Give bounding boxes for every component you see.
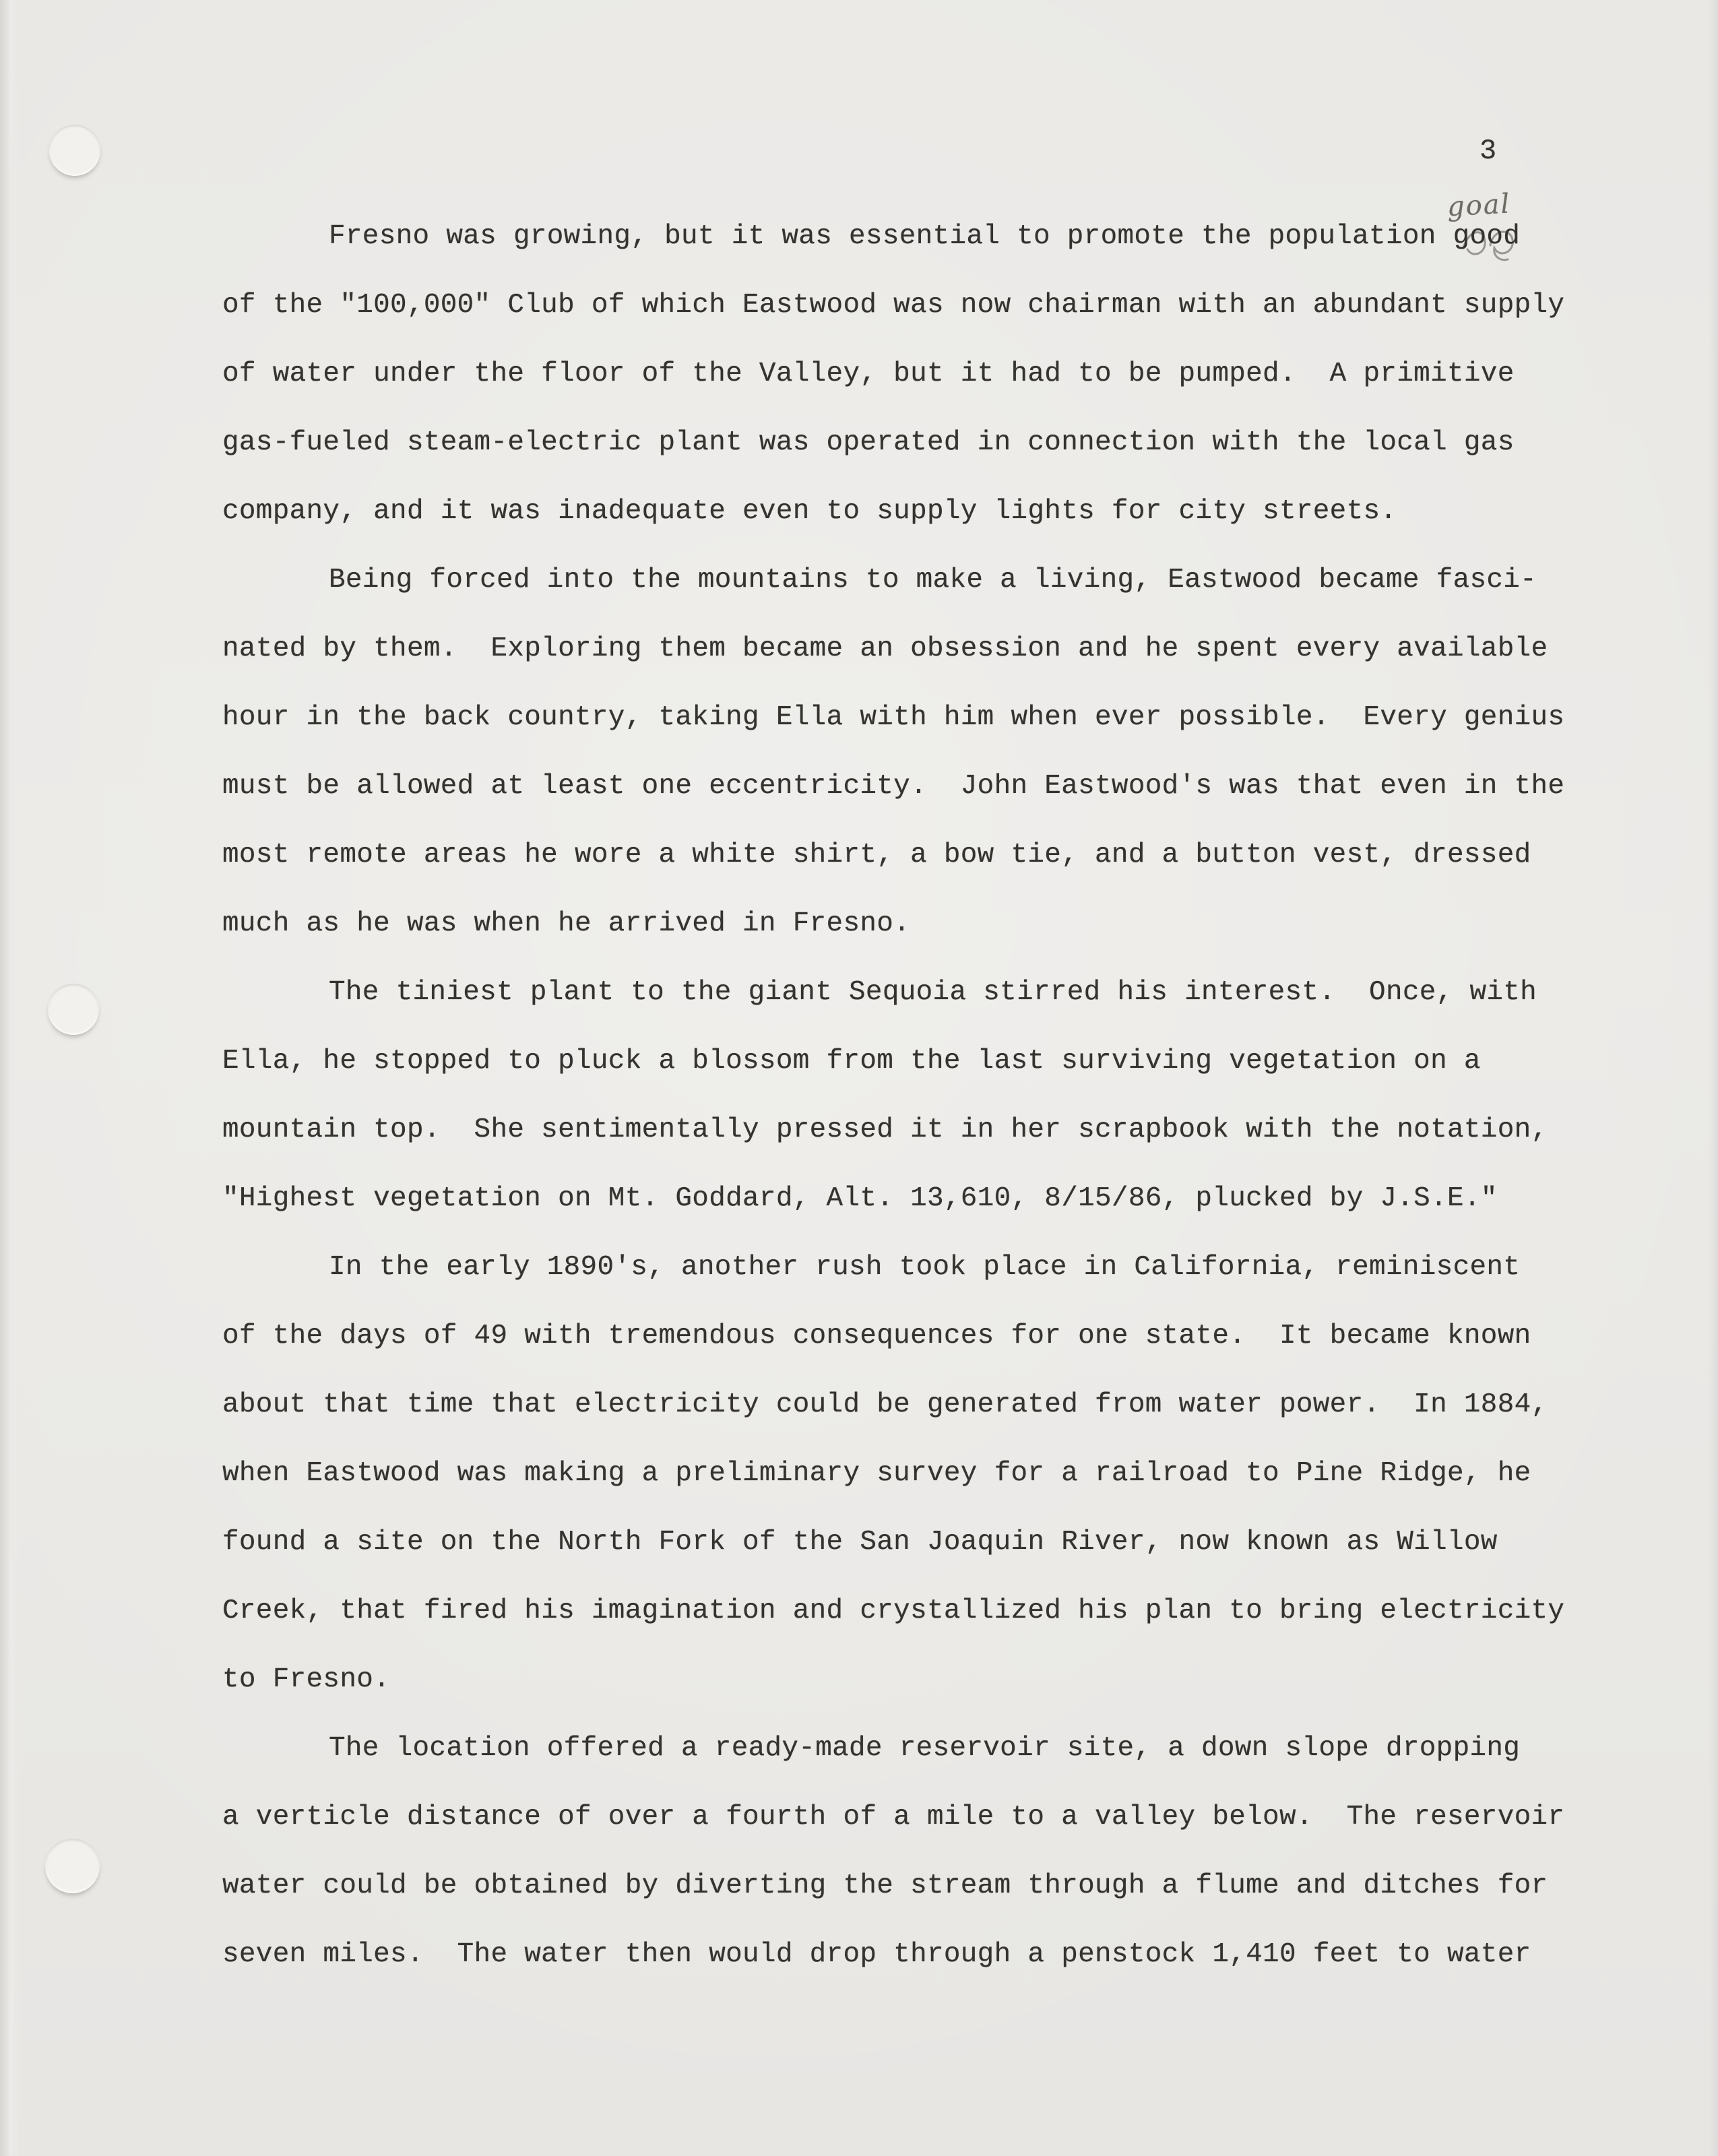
text-line: water could be obtained by diverting the stream through a flume and ditches for: [222, 1870, 1548, 1901]
text-line: most remote areas he wore a white shirt, a bow tie, and a button vest, dressed: [222, 839, 1531, 870]
punch-hole-middle: [48, 984, 99, 1035]
text-line: The tiniest plant to the giant Sequoia stirred his interest. Once, with: [329, 977, 1537, 1008]
text-line: when Eastwood was making a preliminary survey for a railroad to Pine Ridge, he: [222, 1458, 1531, 1489]
text-line: Creek, that fired his imagination and crystallized his plan to bring electricity: [222, 1595, 1565, 1626]
text-line: of water under the floor of the Valley, but it had to be pumped. A primitive: [222, 358, 1515, 389]
text-line: In the early 1890's, another rush took place in California, reminiscent: [329, 1252, 1521, 1283]
paper-left-edge: [0, 0, 20, 2156]
punch-hole-bottom: [45, 1839, 100, 1893]
punch-hole-top: [49, 125, 100, 176]
text-line: gas-fueled steam-electric plant was operated in connection with the local gas: [222, 427, 1515, 458]
document-text: [222, 202, 1637, 1989]
text-line: mountain top. She sentimentally pressed it in her scrapbook with the notation,: [222, 1114, 1548, 1145]
text-line: Fresno was growing, but it was essential to promote the population good: [329, 221, 1521, 252]
text-line: company, and it was inadequate even to supply lights for city streets.: [222, 496, 1397, 527]
text-line: found a site on the North Fork of the San Joaquin River, now known as Willow: [222, 1527, 1498, 1558]
page-number: 3: [1480, 135, 1497, 167]
text-line: of the days of 49 with tremendous consequences for one state. It became known: [222, 1321, 1531, 1352]
text-line: Ella, he stopped to pluck a blossom from the last surviving vegetation on a: [222, 1046, 1481, 1077]
handwritten-annotation: goal: [1446, 188, 1512, 223]
text-line: seven miles. The water then would drop through a penstock 1,410 feet to water: [222, 1939, 1531, 1970]
text-line: about that time that electricity could be generated from water power. In 1884,: [222, 1389, 1548, 1420]
text-line: hour in the back country, taking Ella with him when ever possible. Every genius: [222, 702, 1565, 733]
text-line: must be allowed at least one eccentricity. John Eastwood's was that even in the: [222, 771, 1565, 802]
text-line: a verticle distance of over a fourth of a mile to a valley below. The reservoir: [222, 1802, 1565, 1833]
text-line: much as he was when he arrived in Fresno.: [222, 908, 911, 939]
text-line: of the "100,000" Club of which Eastwood was now chairman with an abundant supply: [222, 290, 1565, 321]
text-line: nated by them. Exploring them became an obsession and he spent every available: [222, 633, 1548, 664]
text-line: The location offered a ready-made reservoir site, a down slope dropping: [329, 1733, 1521, 1764]
text-line: Being forced into the mountains to make a living, Eastwood became fasci-: [329, 565, 1537, 596]
text-line: "Highest vegetation on Mt. Goddard, Alt. 13,610, 8/15/86, plucked by J.S.E.": [222, 1183, 1498, 1214]
paper-right-edge: [1709, 0, 1718, 2156]
text-line: to Fresno.: [222, 1664, 391, 1695]
